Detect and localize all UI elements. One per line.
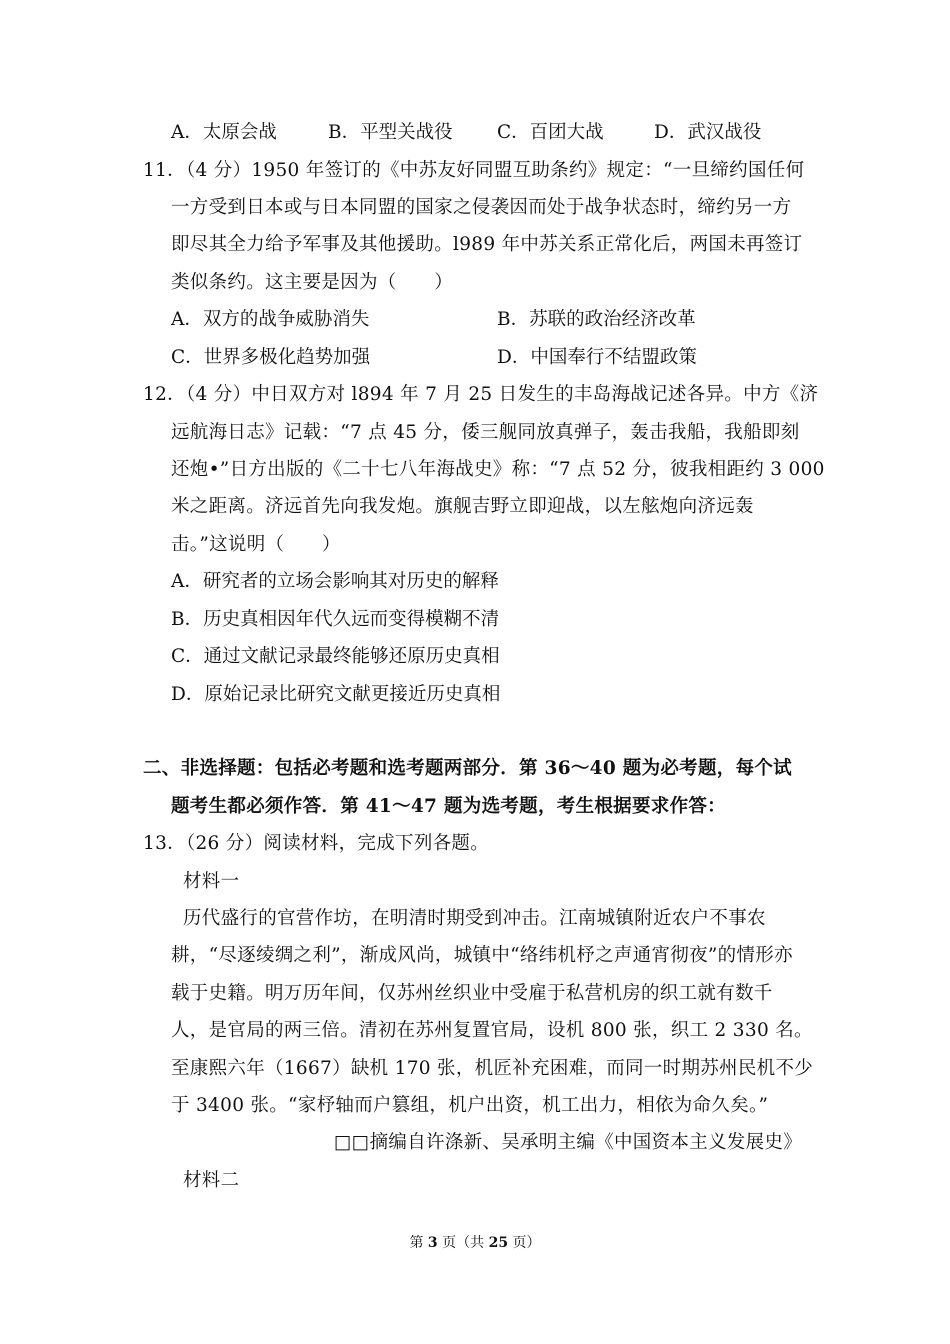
material-1-line: 耕，“尽逐绫绸之利”，渐成风尚，城镇中“络纬机杼之声通宵彻夜”的情形亦 bbox=[171, 945, 793, 966]
q10-option-c: C．百团大战 bbox=[497, 122, 604, 143]
q12-option-d: D．原始记录比研究文献更接近历史真相 bbox=[171, 684, 501, 705]
material-2-title: 材料二 bbox=[183, 1170, 240, 1191]
q10-option-a: A．太原会战 bbox=[171, 122, 277, 143]
material-1-source: □□摘编自许涤新、吴承明主编《中国资本主义发展史》 bbox=[334, 1132, 802, 1153]
material-1-line: 历代盛行的官营作坊，在明清时期受到冲击。江南城镇附近农户不事农 bbox=[183, 908, 766, 929]
footer-middle: 页（共 bbox=[437, 1235, 489, 1251]
page-footer bbox=[0, 1232, 950, 1252]
material-1-title: 材料一 bbox=[183, 871, 240, 892]
q11-line: 一方受到日本或与日本同盟的国家之侵袭因而处于战争状态时，缔约另一方 bbox=[171, 197, 792, 218]
footer-page-number: 3 bbox=[427, 1235, 438, 1251]
material-1-line: 至康熙六年（1667）缺机 170 张，机匠补充困难，而同一时期苏州民机不少 bbox=[171, 1058, 814, 1079]
footer-prefix: 第 bbox=[409, 1235, 428, 1251]
q12-option-c: C．通过文献记录最终能够还原历史真相 bbox=[171, 646, 500, 667]
q10-option-d: D．武汉战役 bbox=[654, 122, 762, 143]
section-2-line: 题考生都必须作答．第 41～47 题为选考题，考生根据要求作答： bbox=[171, 796, 726, 817]
q12-line: 12．（4 分）中日双方对 l894 年 7 月 25 日发生的丰岛海战记述各异。中方《济 bbox=[143, 384, 819, 405]
q11-line: 即尽其全力给予军事及其他援助。l989 年中苏关系正常化后，两国未再签订 bbox=[171, 234, 803, 255]
q11-line: 11．（4 分）1950 年签订的《中苏友好同盟互助条约》规定：“一旦缔约国任何 bbox=[143, 160, 805, 181]
q12-line: 米之距离。济远首先向我发炮。旗舰吉野立即迎战，以左舷炮向济远轰 bbox=[171, 496, 754, 517]
q12-line: 还炮•”日方出版的《二十七八年海战史》称：“7 点 52 分，彼我相距约 3 000 bbox=[171, 459, 825, 480]
q11-option-a: A．双方的战争威胁消失 bbox=[171, 309, 370, 330]
q13-header: 13．（26 分）阅读材料，完成下列各题。 bbox=[143, 833, 490, 854]
q12-option-b: B．历史真相因年代久远而变得模糊不清 bbox=[171, 609, 500, 630]
footer-total-pages: 25 bbox=[488, 1235, 509, 1251]
material-1-line: 于 3400 张。“家杼轴而户篡组，机户出资，机工出力，相依为命久矣。” bbox=[171, 1095, 769, 1116]
q12-line: 击。”这说明（ ） bbox=[171, 534, 341, 555]
footer-suffix: 页） bbox=[508, 1235, 541, 1251]
q10-option-b: B．平型关战役 bbox=[328, 122, 453, 143]
q12-option-a: A．研究者的立场会影响其对历史的解释 bbox=[171, 571, 499, 592]
q11-option-d: D．中国奉行不结盟政策 bbox=[497, 347, 697, 368]
material-1-line: 人，是官局的两三倍。清初在苏州复置官局，设机 800 张，织工 2 330 名。 bbox=[171, 1020, 813, 1041]
material-1-line: 载于史籍。明万历年间，仅苏州丝织业中受雇于私营机房的织工就有数千 bbox=[171, 983, 773, 1004]
q11-line: 类似条约。这主要是因为（ ） bbox=[171, 272, 454, 293]
q11-option-c: C．世界多极化趋势加强 bbox=[171, 347, 371, 368]
section-2-line: 二、非选择题：包括必考题和选考题两部分．第 36～40 题为必考题，每个试 bbox=[143, 758, 792, 779]
q11-option-b: B．苏联的政治经济改革 bbox=[497, 309, 696, 330]
q12-line: 远航海日志》记载：“7 点 45 分，倭三舰同放真弹子，轰击我船，我船即刻 bbox=[171, 422, 800, 443]
